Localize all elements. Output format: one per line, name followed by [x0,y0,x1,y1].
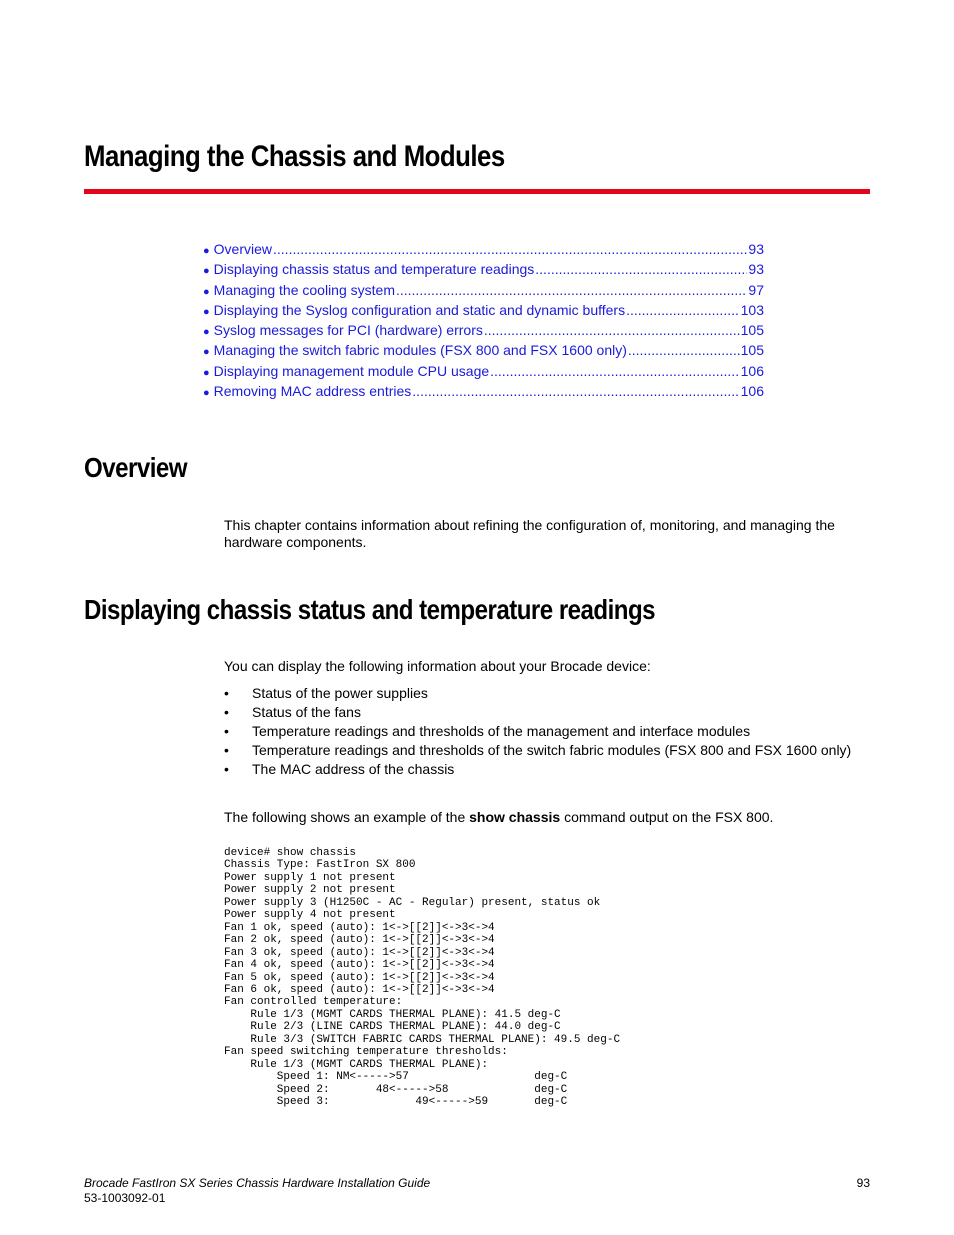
chassis-section-heading: Displaying chassis status and temperature readings [84,594,656,625]
bullet-icon: • [224,685,229,701]
bullet-icon: ● [203,346,210,359]
toc-entry[interactable] [203,239,764,259]
code-line: Fan 3 ok, speed (auto): 1<->[[2]]<->3<->4 [224,946,495,959]
toc-entry-page[interactable]: 103 [740,301,764,318]
toc-entry-label[interactable]: Syslog messages for PCI (hardware) errors [213,322,483,339]
overview-paragraph: This chapter contains information about refining the configuration of, monitoring, and managing the hardware components. [224,517,835,550]
toc-entry-page[interactable]: 105 [740,342,764,359]
code-line: Rule 1/3 (MGMT CARDS THERMAL PLANE): [224,1058,489,1071]
list-item-text: Temperature readings and thresholds of the management and interface modules [252,723,751,739]
toc-entry-label[interactable]: Overview [213,241,273,257]
code-line: Power supply 2 not present [224,884,396,897]
list-item [224,761,851,780]
code-line: device# show chassis [224,847,357,859]
list-item-text: Temperature readings and thresholds of the switch fabric modules (FSX 800 and FSX 1600 only) [252,742,852,758]
list-item [224,704,851,723]
toc-dot-leader [273,239,747,259]
example-suffix: command output on the FSX 800. [560,809,774,825]
bullet-icon: • [224,704,229,720]
footer-page-number: 93 [856,1176,870,1190]
title-rule [84,189,870,194]
toc-entry-label[interactable]: Displaying management module CPU usage [213,362,490,379]
chapter-title: Managing the Chassis and Modules [84,140,505,173]
list-item [224,723,851,742]
bullet-icon: ● [203,245,210,257]
bullet-icon: ● [203,366,210,379]
chassis-intro-paragraph: You can display the following information about your Brocade device: [224,658,651,674]
code-line: Fan 4 ok, speed (auto): 1<->[[2]]<->3<->4 [224,959,495,972]
toc-entry-label[interactable]: Removing MAC address entries [213,383,412,400]
code-line: Fan 1 ok, speed (auto): 1<->[[2]]<->3<->4 [224,921,495,934]
code-line: Power supply 1 not present [224,871,396,884]
bullet-icon: ● [203,265,210,278]
bullet-icon: • [224,761,229,777]
toc-dot-leader [535,259,747,279]
toc-entry[interactable] [203,259,764,279]
bullet-icon: ● [203,285,210,298]
toc-dot-leader [412,381,739,401]
code-line: Speed 2: 48<----->58 deg-C [224,1083,568,1096]
example-paragraph [224,809,854,826]
list-item-text: Status of the fans [252,704,361,720]
bullet-icon: • [224,742,229,758]
toc-entry-label[interactable]: Displaying the Syslog configuration and static and dynamic buffers [213,301,626,318]
bullet-icon: ● [203,305,210,318]
toc-entry-page[interactable]: 106 [740,362,764,379]
command-output-code-block [224,847,620,1109]
toc-entry-label[interactable]: Managing the switch fabric modules (FSX 800 and FSX 1600 only) [213,342,627,359]
code-line: Rule 3/3 (SWITCH FABRIC CARDS THERMAL PLANE): 49.5 deg-C [224,1033,621,1046]
toc-entry[interactable] [203,381,764,401]
bullet-icon: • [224,723,229,739]
example-command: show chassis [469,809,561,825]
toc-entry[interactable] [203,300,764,320]
toc-dot-leader [626,300,740,320]
bullet-icon: ● [203,387,210,400]
toc-entry-page[interactable]: 93 [748,261,764,278]
code-line: Chassis Type: FastIron SX 800 [224,859,416,872]
toc-entry-page[interactable]: 93 [748,241,764,257]
list-item [224,685,851,704]
code-line: Fan 6 ok, speed (auto): 1<->[[2]]<->3<->4 [224,983,495,996]
bullet-icon: ● [203,326,210,339]
footer-guide-title: Brocade FastIron SX Series Chassis Hardware Installation Guide [84,1176,431,1190]
list-item [224,742,851,761]
overview-heading: Overview [84,452,187,483]
code-line: Speed 3: 49<----->59 deg-C [224,1096,568,1109]
code-line: Fan 2 ok, speed (auto): 1<->[[2]]<->3<->4 [224,934,495,947]
toc-entry-page[interactable]: 106 [740,383,764,400]
list-item-text: The MAC address of the chassis [252,761,455,777]
code-line: Fan controlled temperature: [224,996,403,1009]
info-bullet-list [224,685,851,780]
toc-entry-label[interactable]: Displaying chassis status and temperature readings [213,261,535,278]
code-line: Power supply 3 (H1250C - AC - Regular) present, status ok [224,896,601,909]
toc-entry-page[interactable]: 97 [748,281,764,298]
code-line: Rule 1/3 (MGMT CARDS THERMAL PLANE): 41.5 deg-C [224,1008,561,1021]
footer-doc-number: 53-1003092-01 [84,1191,166,1205]
toc-dot-leader [628,340,740,360]
toc-entry[interactable] [203,361,764,381]
table-of-contents [203,239,764,401]
toc-entry-page[interactable]: 105 [740,322,764,339]
example-prefix: The following shows an example of the [224,809,470,825]
toc-dot-leader [490,361,740,381]
list-item-text: Status of the power supplies [252,685,428,701]
code-line: Power supply 4 not present [224,909,396,922]
toc-entry[interactable] [203,280,764,300]
code-line: Rule 2/3 (LINE CARDS THERMAL PLANE): 44.0 deg-C [224,1021,561,1034]
toc-entry-label[interactable]: Managing the cooling system [213,281,395,298]
code-line: Speed 1: NM<----->57 deg-C [224,1071,568,1084]
toc-dot-leader [396,280,747,300]
code-line: Fan 5 ok, speed (auto): 1<->[[2]]<->3<->4 [224,971,495,984]
toc-dot-leader [484,320,740,340]
code-line: Fan speed switching temperature thresholds: [224,1046,508,1059]
toc-entry[interactable] [203,320,764,340]
toc-entry[interactable] [203,340,764,360]
